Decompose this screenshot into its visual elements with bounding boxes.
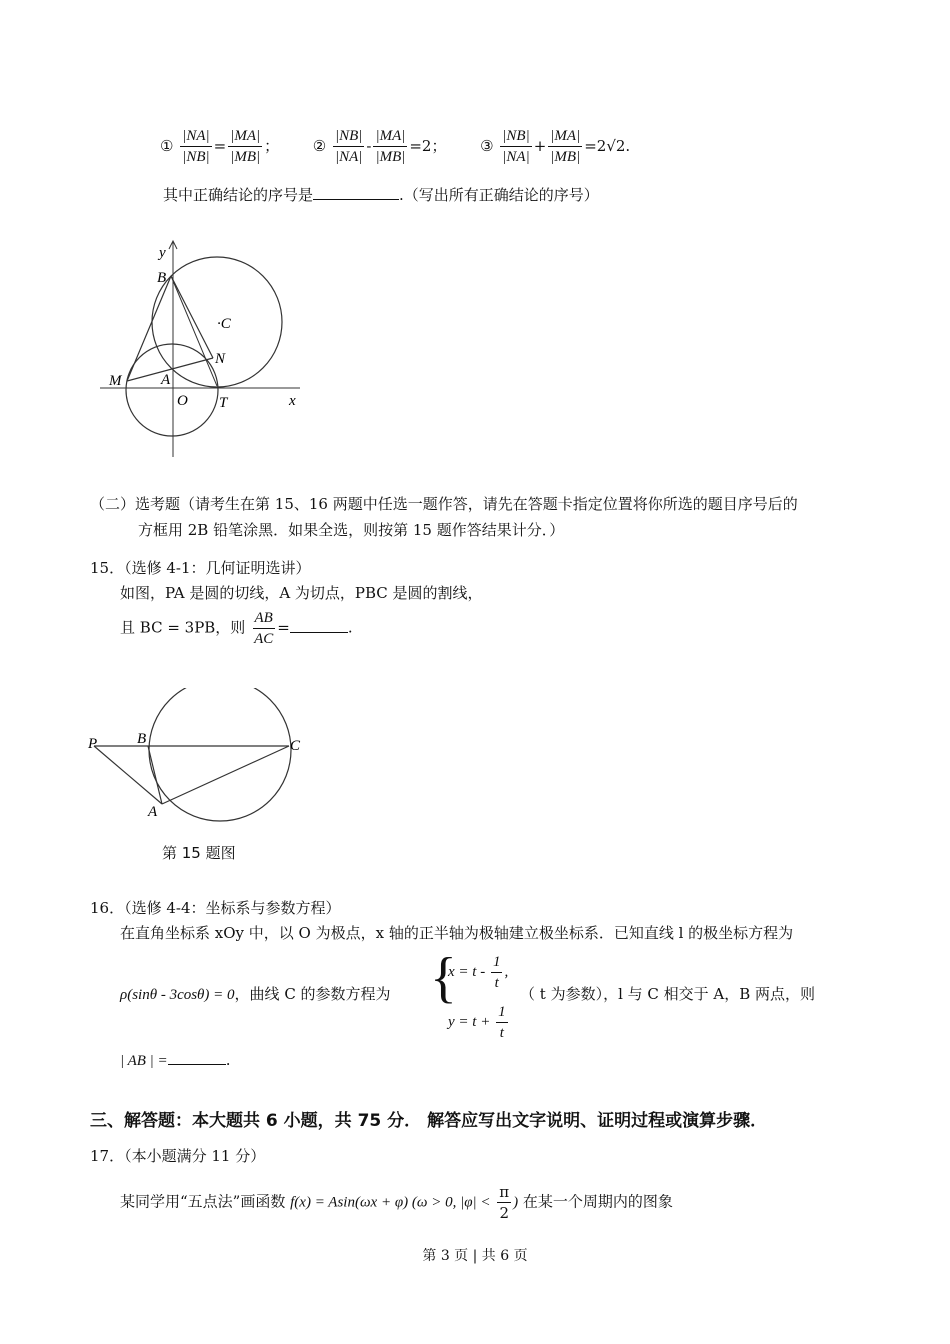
label-x: x <box>289 393 296 409</box>
answer-blank[interactable] <box>168 1050 226 1065</box>
segment-ba <box>148 746 162 804</box>
option-2: ② $\frac{|NB|}{|NA|}$ - $\frac{|MA|}{|MB|}$ =2； <box>312 128 447 165</box>
fraction: $\frac{|MA|}{|MB|}$ <box>230 128 261 165</box>
param-y: y = t + $\frac{1}{t}$ <box>448 1004 506 1041</box>
fraction: $\frac{1}{t}$ <box>492 954 501 991</box>
page-footer: 第 3 页 | 共 6 页 <box>422 1248 528 1264</box>
label-p: P <box>88 736 98 752</box>
segment-bm <box>127 276 171 381</box>
label-b: B <box>137 731 147 747</box>
figure-14 <box>95 235 315 460</box>
answer-blank[interactable] <box>290 618 348 633</box>
q14-options-row <box>160 126 630 167</box>
segment-bn <box>171 276 213 358</box>
q17-title: 17．（本小题满分 11 分） <box>90 1147 266 1165</box>
q16-answer-line: | AB | = . <box>120 1051 231 1069</box>
segment-ca <box>162 746 289 804</box>
option-marker: ② <box>312 136 327 155</box>
q15-title: 15．（选修 4-1：几何证明选讲） <box>90 559 311 577</box>
fraction: $\frac{|MA|}{|MB|}$ <box>550 128 581 165</box>
label-a: A <box>161 372 171 388</box>
label-b: B <box>157 270 167 286</box>
label-o: O <box>177 393 188 409</box>
label-c: ·C <box>217 316 231 332</box>
label-y: y <box>159 245 166 261</box>
param-x: x = t - $\frac{1}{t}$ , <box>448 954 509 991</box>
option-marker: ③ <box>480 136 494 155</box>
tangent-pa <box>94 746 162 804</box>
fraction: $\frac{|MA|}{|MB|}$ <box>375 128 406 165</box>
q16-line2: ρ(sinθ - 3cosθ) = 0，曲线 C 的参数方程为 <box>120 985 391 1003</box>
fraction-ab-ac: $\frac{AB}{AC}$ <box>254 610 274 647</box>
answer-blank[interactable] <box>313 185 399 200</box>
q15-line1: 如图，PA 是圆的切线，A 为切点，PBC 是圆的割线， <box>120 584 483 602</box>
section2-line1: （二）选考题（请考生在第 15、16 两题中任选一题作答，请先在答题卡指定位置将你所选的题目序号后的 <box>90 495 798 513</box>
q16-title: 16．（选修 4-4：坐标系与参数方程） <box>90 899 341 917</box>
option-marker: ① <box>160 136 174 155</box>
figure-15-caption: 第 15 题图 <box>162 844 236 862</box>
label-t: T <box>219 395 228 411</box>
brace: { <box>430 947 457 1009</box>
section3-heading: 三、解答题：本大题共 6 小题，共 75 分． 解答应写出文字说明、证明过程或演算步骤． <box>90 1111 768 1131</box>
label-m: M <box>109 373 122 389</box>
q14-prompt: 其中正确结论的序号是 .（写出所有正确结论的序号） <box>163 186 599 204</box>
segment-bt <box>171 276 217 386</box>
q16-after-text: （ t 为参数），l 与 C 相交于 A，B 两点，则 <box>520 985 816 1003</box>
fraction: $\frac{1}{t}$ <box>498 1004 506 1041</box>
fraction: $\frac{|NB|}{|NA|}$ <box>502 128 530 165</box>
label-a: A <box>148 804 158 820</box>
fraction-pi-2: $\frac{\pi}{2}$ <box>499 1183 510 1222</box>
option-3: ③ $\frac{|NB|}{|NA|}$ + $\frac{|MA|}{|MB|}$ =2√2. <box>480 128 631 165</box>
label-c: C <box>290 738 301 754</box>
q17-line1: 某同学用“五点法”画函数 f(x) = Asin(ωx + φ) (ω > 0, |φ| < $\frac{\pi}{2}$ ) 在某一个周期内的图象 <box>120 1183 673 1222</box>
section2-line2: 方框用 2B 铅笔涂黑．如果全选，则按第 15 题作答结果计分．） <box>138 521 565 539</box>
q16-line1: 在直角坐标系 xOy 中，以 O 为极点，x 轴的正半轴为极轴建立极坐标系．已知直线 l 的极坐标方程为 <box>120 924 794 942</box>
fraction: $\frac{|NA|}{|NB|}$ <box>182 128 210 165</box>
circle-o <box>126 344 218 436</box>
fraction: $\frac{|NB|}{|NA|}$ <box>334 128 363 165</box>
q15-line2: 且 BC = 3PB，则 $\frac{AB}{AC}$ = . <box>120 610 353 647</box>
option-1: ① $\frac{|NA|}{|NB|}$ = $\frac{|MA|}{|MB|}$ ； <box>160 128 280 165</box>
label-n: N <box>215 351 226 367</box>
figure-15 <box>82 688 312 868</box>
